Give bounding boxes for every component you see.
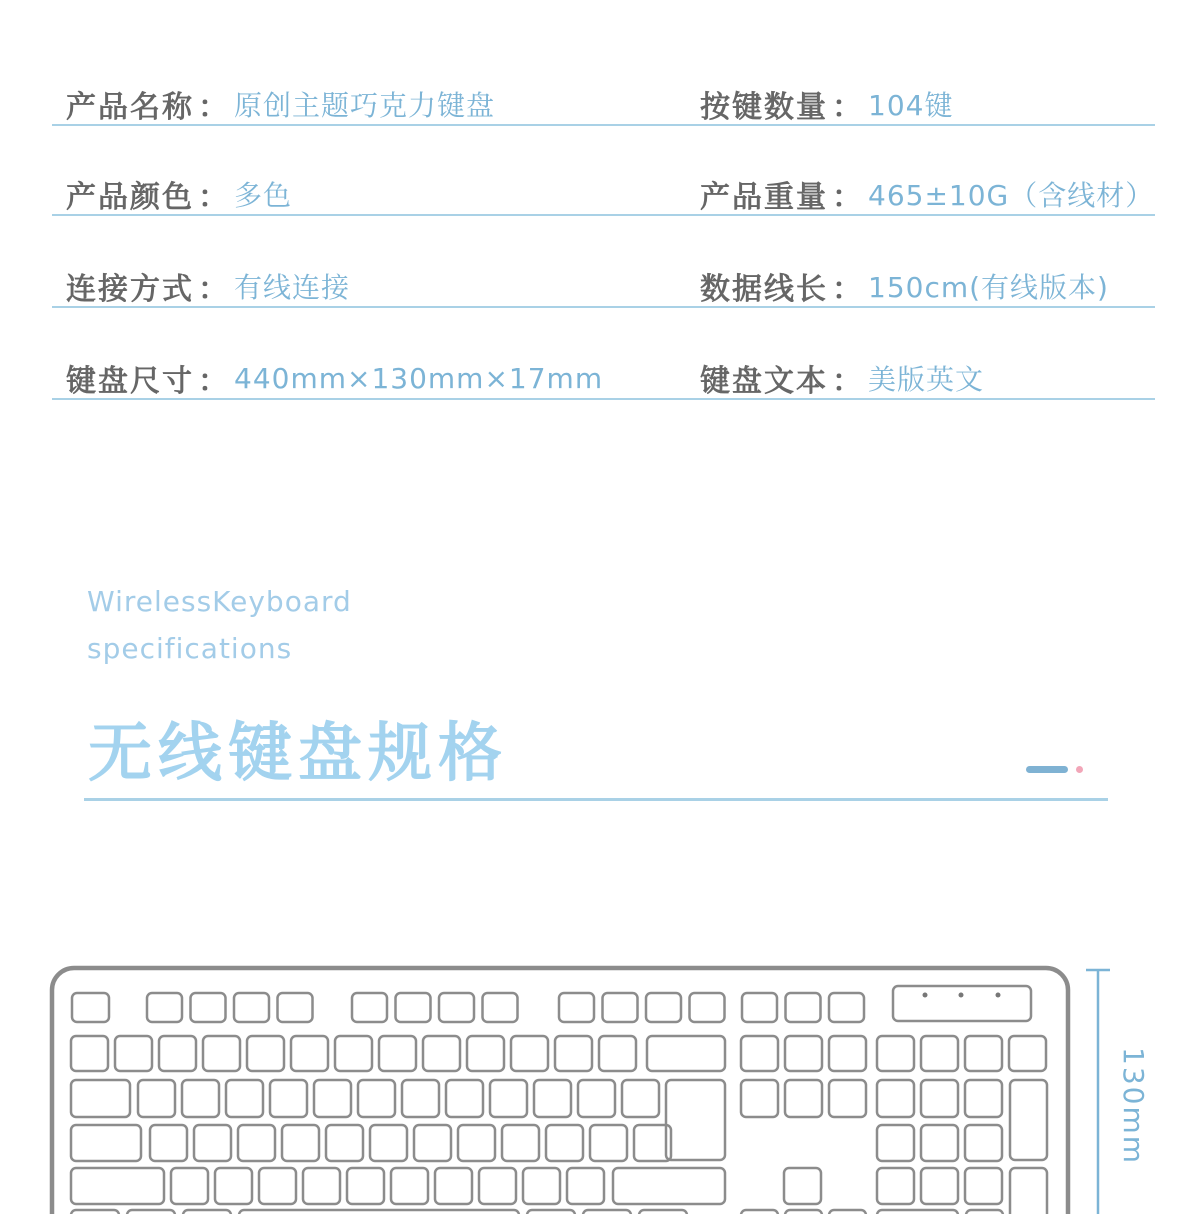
keycap bbox=[479, 1168, 516, 1204]
decorative-dash bbox=[1026, 766, 1068, 773]
spec-colon: ： bbox=[832, 272, 862, 307]
keycap bbox=[326, 1125, 363, 1161]
keycap bbox=[490, 1080, 527, 1117]
keycap bbox=[483, 993, 518, 1022]
spec-value: 440mm×130mm×17mm bbox=[234, 361, 604, 395]
keycap bbox=[965, 1080, 1002, 1117]
keycap bbox=[921, 1036, 958, 1071]
keycap bbox=[446, 1080, 483, 1117]
keycap bbox=[71, 1036, 108, 1071]
keycap bbox=[423, 1036, 460, 1071]
keycap bbox=[352, 993, 387, 1022]
keycap bbox=[414, 1125, 451, 1161]
indicator-light bbox=[959, 993, 964, 998]
keycap bbox=[690, 993, 725, 1022]
keycap bbox=[171, 1168, 208, 1204]
keycap bbox=[234, 993, 269, 1022]
spec-cell bbox=[700, 84, 953, 124]
spec-cell bbox=[66, 266, 350, 306]
keycap bbox=[785, 1036, 822, 1071]
spec-colon: ： bbox=[832, 180, 862, 215]
spec-value: 多色 bbox=[234, 179, 293, 212]
keycap bbox=[829, 1036, 866, 1071]
keycap bbox=[965, 1125, 1002, 1161]
keycap bbox=[335, 1036, 372, 1071]
keycap bbox=[247, 1036, 284, 1071]
keycap bbox=[291, 1036, 328, 1071]
spec-row bbox=[52, 174, 1155, 216]
spec-value: 美版英文 bbox=[868, 363, 985, 396]
spec-label: 产品颜色 bbox=[66, 180, 194, 215]
keycap bbox=[159, 1036, 196, 1071]
spec-colon: ： bbox=[832, 90, 862, 125]
keycap bbox=[270, 1080, 307, 1117]
spec-row bbox=[52, 358, 1155, 400]
keycap bbox=[523, 1168, 560, 1204]
keycap bbox=[183, 1210, 231, 1214]
spec-colon: ： bbox=[198, 364, 228, 399]
keycap bbox=[741, 1036, 778, 1071]
keycap bbox=[314, 1080, 351, 1117]
keycap bbox=[877, 1080, 914, 1117]
english-heading-line-2: specifications bbox=[87, 632, 293, 665]
keycap bbox=[1010, 1168, 1047, 1214]
keycap bbox=[138, 1080, 175, 1117]
keycap bbox=[127, 1210, 175, 1214]
keycap bbox=[965, 1168, 1002, 1204]
spec-value: 465±10G（含线材） bbox=[868, 179, 1155, 212]
keycap bbox=[877, 1210, 958, 1214]
keycap bbox=[590, 1125, 627, 1161]
keycap bbox=[555, 1036, 592, 1071]
spec-label: 键盘文本 bbox=[700, 364, 828, 399]
dimension-bracket bbox=[1086, 970, 1110, 1214]
keycap bbox=[396, 993, 431, 1022]
keycap bbox=[71, 1080, 130, 1117]
section-title: 无线键盘规格 bbox=[88, 717, 508, 791]
keycap bbox=[282, 1125, 319, 1161]
spec-label: 数据线长 bbox=[700, 272, 828, 307]
keycap bbox=[1009, 1036, 1046, 1071]
keycap bbox=[784, 1168, 821, 1204]
decorative-dot bbox=[1076, 766, 1083, 773]
keycap bbox=[467, 1036, 504, 1071]
keycap bbox=[877, 1036, 914, 1071]
keycap bbox=[559, 993, 594, 1022]
keyboard-diagram bbox=[0, 940, 1199, 1214]
keycap bbox=[921, 1080, 958, 1117]
keycap bbox=[1010, 1080, 1047, 1160]
spec-cell bbox=[66, 358, 603, 398]
keycap bbox=[402, 1080, 439, 1117]
keycap bbox=[877, 1168, 914, 1204]
keycap bbox=[599, 1036, 636, 1071]
keycap bbox=[622, 1080, 659, 1117]
keycap bbox=[502, 1125, 539, 1161]
keycap bbox=[391, 1168, 428, 1204]
keycap bbox=[829, 993, 864, 1022]
keycap bbox=[458, 1125, 495, 1161]
keycap bbox=[966, 1210, 1003, 1214]
spec-cell bbox=[66, 174, 292, 214]
spec-cell bbox=[700, 266, 1109, 306]
keycap bbox=[965, 1036, 1002, 1071]
keycap bbox=[786, 993, 821, 1022]
keycap bbox=[147, 993, 182, 1022]
spec-cell bbox=[66, 84, 495, 124]
keycap bbox=[358, 1080, 395, 1117]
keycap bbox=[347, 1168, 384, 1204]
keycap bbox=[72, 993, 109, 1022]
spec-value: 104键 bbox=[868, 89, 954, 122]
keycap bbox=[150, 1125, 187, 1161]
keycap bbox=[194, 1125, 231, 1161]
keycap bbox=[921, 1125, 958, 1161]
spec-label: 键盘尺寸 bbox=[66, 364, 194, 399]
keycap bbox=[646, 993, 681, 1022]
spec-label: 连接方式 bbox=[66, 272, 194, 307]
keycap bbox=[583, 1210, 631, 1214]
spec-value: 150cm(有线版本) bbox=[868, 271, 1109, 304]
spec-label: 按键数量 bbox=[700, 90, 828, 125]
keycap bbox=[785, 1080, 822, 1117]
keycap bbox=[278, 993, 313, 1022]
keycap bbox=[71, 1125, 141, 1161]
keycap bbox=[877, 1125, 914, 1161]
keycap bbox=[379, 1036, 416, 1071]
keycap bbox=[829, 1210, 866, 1214]
spec-cell bbox=[700, 358, 984, 398]
spec-colon: ： bbox=[198, 90, 228, 125]
keycap bbox=[259, 1168, 296, 1204]
spec-label: 产品重量 bbox=[700, 180, 828, 215]
keycap bbox=[439, 993, 474, 1022]
keycap bbox=[741, 1080, 778, 1117]
keycap bbox=[578, 1080, 615, 1117]
keycap bbox=[785, 1210, 822, 1214]
keycap bbox=[215, 1168, 252, 1204]
spec-value: 原创主题巧克力键盘 bbox=[234, 89, 496, 122]
keycap bbox=[115, 1036, 152, 1071]
keycap bbox=[666, 1080, 725, 1160]
keycap bbox=[303, 1168, 340, 1204]
keycap bbox=[742, 993, 777, 1022]
keycap bbox=[511, 1036, 548, 1071]
spec-colon: ： bbox=[832, 364, 862, 399]
keycap bbox=[226, 1080, 263, 1117]
keycap bbox=[71, 1168, 164, 1204]
keycap bbox=[567, 1168, 604, 1204]
keycap bbox=[239, 1210, 519, 1214]
keycap bbox=[370, 1125, 407, 1161]
keycap bbox=[639, 1210, 687, 1214]
spec-cell bbox=[700, 174, 1154, 214]
indicator-panel bbox=[893, 986, 1031, 1021]
keycap bbox=[647, 1036, 725, 1071]
spec-value: 有线连接 bbox=[234, 271, 351, 304]
spec-row bbox=[52, 266, 1155, 308]
keycap bbox=[921, 1168, 958, 1204]
spec-colon: ： bbox=[198, 272, 228, 307]
title-divider bbox=[84, 798, 1108, 801]
spec-row bbox=[52, 84, 1155, 126]
indicator-light bbox=[923, 993, 928, 998]
keycap bbox=[203, 1036, 240, 1071]
spec-label: 产品名称 bbox=[66, 90, 194, 125]
keycap bbox=[435, 1168, 472, 1204]
keycap bbox=[71, 1210, 119, 1214]
height-dimension-label: 130mm bbox=[1117, 1047, 1151, 1165]
keycap bbox=[829, 1080, 866, 1117]
keycap bbox=[613, 1168, 725, 1204]
keycap bbox=[603, 993, 638, 1022]
keycap bbox=[741, 1210, 778, 1214]
spec-colon: ： bbox=[198, 180, 228, 215]
keycap bbox=[546, 1125, 583, 1161]
keycap bbox=[527, 1210, 575, 1214]
keycap bbox=[182, 1080, 219, 1117]
keycap bbox=[534, 1080, 571, 1117]
indicator-light bbox=[996, 993, 1001, 998]
keycap bbox=[191, 993, 226, 1022]
keycap bbox=[238, 1125, 275, 1161]
english-heading-line-1: WirelessKeyboard bbox=[87, 585, 352, 618]
